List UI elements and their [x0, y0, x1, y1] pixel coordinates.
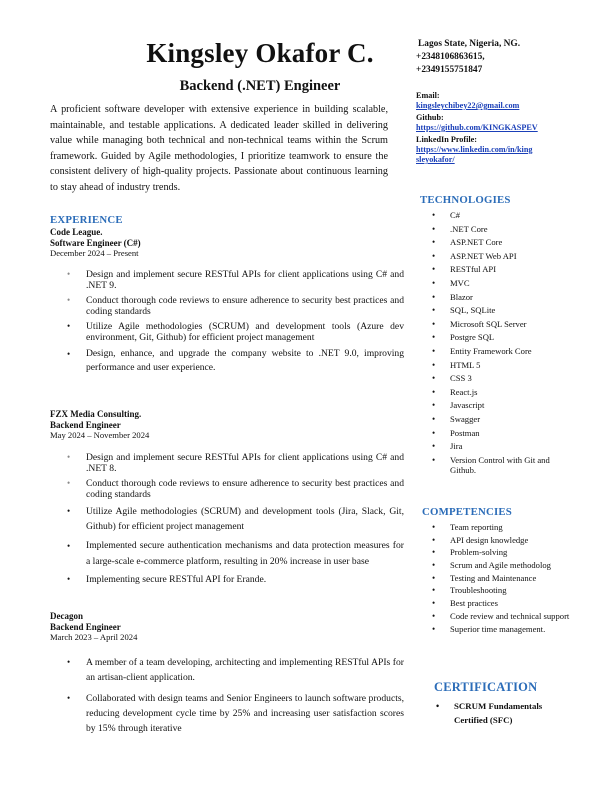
- linkedin-label: LinkedIn Profile:: [416, 135, 478, 144]
- list-item: • Swagger: [420, 414, 570, 425]
- list-item: • API design knowledge: [420, 535, 570, 546]
- list-item: • Blazor: [420, 292, 570, 303]
- list-item: • ASP.NET Web API: [420, 251, 570, 262]
- email-link[interactable]: kingsleychibey22@gmail.com: [416, 101, 520, 110]
- job-dates: May 2024 – November 2024: [50, 430, 150, 440]
- list-item: • Team reporting: [420, 522, 570, 533]
- competencies-heading: COMPETENCIES: [422, 506, 512, 518]
- job-role: Backend Engineer: [50, 419, 121, 430]
- list-item: • React.js: [420, 387, 570, 398]
- list-item: • Testing and Maintenance: [420, 573, 570, 584]
- company-name: Code League.: [50, 227, 103, 237]
- job-bullets: [50, 655, 404, 734]
- list-item: • Version Control with Git and Github.: [420, 455, 550, 476]
- list-item: • Problem-solving: [420, 547, 570, 558]
- job-bullets: [50, 452, 404, 589]
- job-role: Software Engineer (C#): [50, 237, 141, 248]
- list-item: • Javascript: [420, 400, 570, 411]
- list-item: • Microsoft SQL Server: [420, 319, 570, 330]
- list-item: • Postman: [420, 428, 570, 439]
- job-fzx-media: [50, 409, 410, 441]
- summary-paragraph: A proficient software developer with extensive experience in building scalable, maintainable, and testable applications. A dedicated leader skilled in delivering value while managing both technical and non-technical teams within the Scrum framework. Guided by Agile methodologies, I prioritize teamwork to ensure the consistent delivery of high-quality projects. Passionate about continuous learning to stay ahead of industry trends.: [50, 104, 388, 193]
- certification-heading: CERTIFICATION: [434, 680, 538, 694]
- github-label: Github:: [416, 113, 444, 122]
- email-label: Email:: [416, 91, 440, 100]
- list-item: • ASP.NET Core: [420, 237, 570, 248]
- list-item: • SQL, SQLite: [420, 305, 570, 316]
- experience-heading: EXPERIENCE: [50, 214, 123, 226]
- job-title: Backend (.NET) Engineer: [179, 78, 341, 94]
- list-item: • Design, enhance, and upgrade the company website to .NET 9.0, improving performance and user experience.: [50, 347, 404, 375]
- list-item: • Conduct thorough code reviews to ensure adherence to security best practices and coding standards: [50, 478, 404, 500]
- list-item: • C#: [420, 210, 570, 221]
- list-item: • Utilize Agile methodologies (SCRUM) and development tools (Jira, Slack, Git, Github) for efficient project management: [50, 504, 404, 534]
- certification-list: [424, 699, 574, 730]
- list-item: • Implemented secure authentication mechanisms and data protection measures for a large-scale e-commerce platform, resulting in 20% increase in user base: [50, 538, 404, 570]
- location: Lagos State, Nigeria, NG.: [418, 39, 521, 49]
- competencies-list: [420, 522, 570, 636]
- list-item: • Conduct thorough code reviews to ensure adherence to security best practices and coding standards: [50, 295, 404, 317]
- list-item: • CSS 3: [420, 373, 570, 384]
- linkedin-link-line2[interactable]: sleyokafor/: [416, 155, 455, 164]
- list-item: • Utilize Agile methodologies (SCRUM) and development tools (Azure dev environment, Git, Github) for efficient project management: [50, 321, 404, 343]
- candidate-name: Kingsley Okafor C.: [146, 38, 374, 68]
- list-item: • Code review and technical support: [420, 611, 570, 622]
- list-item: • HTML 5: [420, 360, 570, 371]
- technologies-heading: TECHNOLOGIES: [420, 194, 511, 206]
- list-item: • Entity Framework Core: [420, 346, 570, 357]
- linkedin-link-line1[interactable]: https://www.linkedin.com/in/king: [416, 145, 533, 154]
- list-item: • .NET Core: [420, 224, 570, 235]
- list-item: • Design and implement secure RESTful APIs for client applications using C# and .NET 9.: [50, 269, 404, 291]
- list-item: • Design and implement secure RESTful APIs for client applications using C# and .NET 8.: [50, 452, 404, 474]
- list-item: • MVC: [420, 278, 570, 289]
- list-item: • A member of a team developing, architecting and implementing RESTful APIs for an artisan-client application.: [50, 655, 404, 685]
- phone-secondary: +2349155751847: [416, 65, 483, 75]
- job-dates: March 2023 – April 2024: [50, 632, 138, 642]
- company-name: Decagon: [50, 611, 83, 621]
- job-role: Backend Engineer: [50, 621, 121, 632]
- list-item: • SCRUM Fundamentals Certified (SFC): [424, 699, 554, 727]
- technologies-list: [420, 210, 570, 479]
- list-item: • Best practices: [420, 598, 570, 609]
- job-decagon: [50, 611, 410, 643]
- list-item: • Collaborated with design teams and Senior Engineers to launch software products, reducing development cycle time by 25% and increasing user satisfaction scores by 15% through iterative: [50, 691, 404, 736]
- github-link[interactable]: https://github.com/KINGKASPEV: [416, 123, 538, 132]
- list-item: • Jira: [420, 441, 570, 452]
- job-dates: December 2024 – Present: [50, 248, 139, 258]
- company-name: FZX Media Consulting.: [50, 409, 142, 419]
- job-code-league: [50, 227, 410, 259]
- list-item: • Postgre SQL: [420, 332, 570, 343]
- phone-primary: +2348106863615,: [416, 52, 485, 62]
- list-item: • Implementing secure RESTful API for Erande.: [50, 574, 404, 585]
- job-bullets: [50, 269, 404, 379]
- linkedin-link[interactable]: [416, 145, 586, 165]
- list-item: • RESTful API: [420, 264, 570, 275]
- list-item: • Superior time management.: [420, 624, 570, 635]
- contact-block: [416, 38, 586, 165]
- list-item: • Troubleshooting: [420, 585, 570, 596]
- list-item: • Scrum and Agile methodolog: [420, 560, 570, 571]
